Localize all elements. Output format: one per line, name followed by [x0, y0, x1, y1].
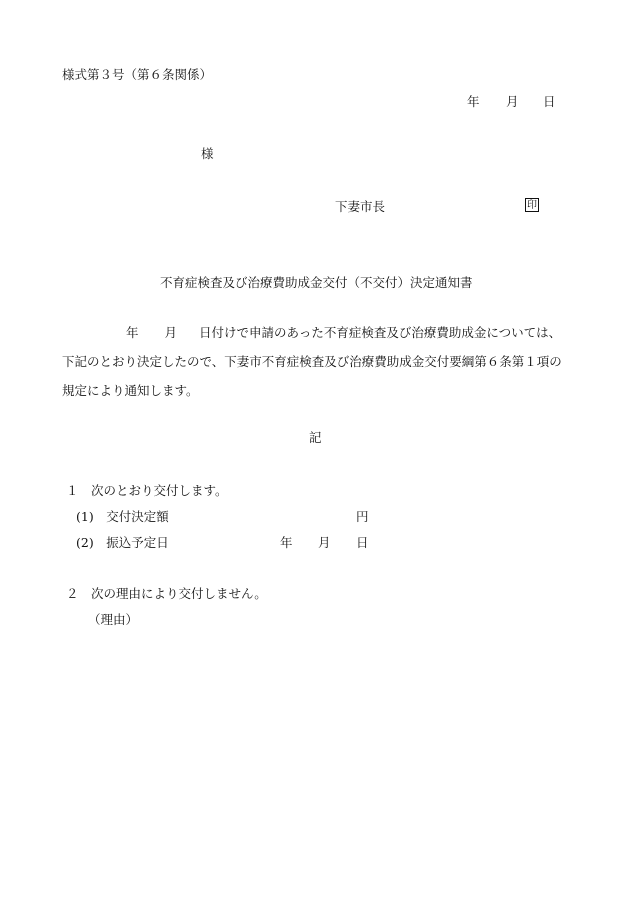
reason-label: （理由） [88, 612, 139, 627]
ki-heading: 記 [309, 430, 322, 445]
seal-mark: 印 [527, 200, 537, 211]
section-2-heading: ２ 次の理由により交付しません。 [66, 586, 267, 601]
section-1-heading: １ 次のとおり交付します。 [66, 483, 228, 498]
form-number: 様式第３号（第６条関係） [62, 67, 213, 82]
item-1-unit: 円 [356, 509, 369, 524]
document-title: 不育症検査及び治療費助成金交付（不交付）決定通知書 [160, 275, 473, 290]
body-line-2: 下記のとおり決定したので、下妻市不育症検査及び治療費助成金交付要綱第６条第１項の [62, 354, 562, 369]
item-2-month: 月 [318, 535, 331, 550]
item-2-label: (2) 振込予定日 [76, 535, 169, 550]
body-year: 年 [126, 325, 139, 340]
body-line-1-rest: 日付けで申請のあった不育症検査及び治療費助成金については、 [199, 325, 562, 340]
issuer-name: 下妻市長 [335, 199, 386, 214]
body-line-1 [62, 318, 572, 347]
item-2-day: 日 [356, 535, 369, 550]
date-year: 年 [467, 94, 480, 109]
item-2-year: 年 [280, 535, 293, 550]
body-line-3: 規定により通知します。 [62, 383, 199, 398]
body-month: 月 [164, 325, 178, 340]
date-month: 月 [506, 94, 519, 109]
body-paragraph [62, 318, 572, 405]
date-day: 日 [543, 94, 556, 109]
addressee-suffix: 様 [201, 146, 214, 161]
item-1-label: (1) 交付決定額 [76, 509, 169, 524]
